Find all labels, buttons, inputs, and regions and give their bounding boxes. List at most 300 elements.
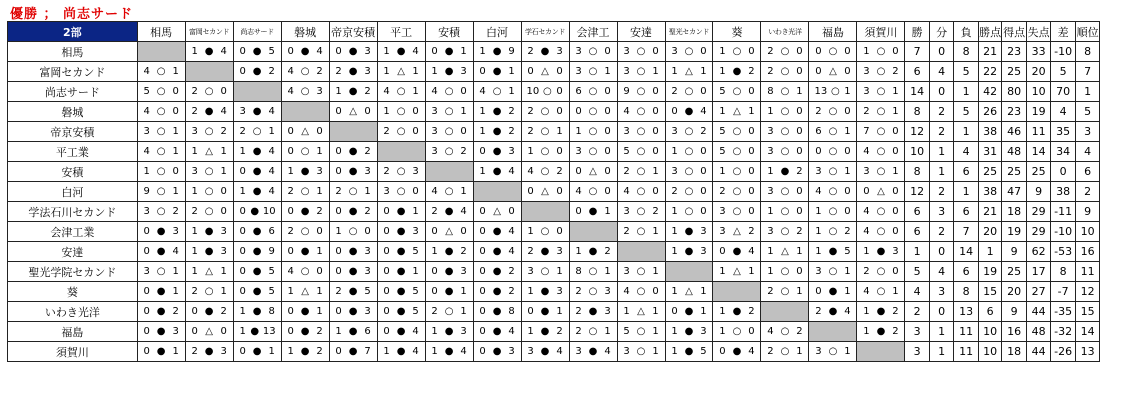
result-symbol: ● [252, 346, 262, 357]
result-symbol: ● [540, 346, 550, 357]
goals-for: 0 [335, 246, 342, 257]
goals-for: 0 [287, 326, 294, 337]
match-result-cell [281, 62, 329, 82]
stat-cell: 10 [1026, 82, 1051, 102]
stat-cell: 26 [978, 102, 1001, 122]
goals-against: 0 [364, 106, 371, 117]
stat-cell: 35 [1051, 122, 1076, 142]
goals-for: 0 [239, 206, 246, 217]
goals-for: 3 [143, 206, 150, 217]
stat-cell: 62 [1026, 242, 1051, 262]
stat-cell: 8 [954, 282, 979, 302]
match-result-cell [233, 262, 281, 282]
result-symbol: △ [445, 226, 453, 237]
goals-against: 3 [604, 306, 611, 317]
stat-cell: 0 [929, 82, 954, 102]
stat-cell: 1 [954, 182, 979, 202]
stat-cell: 3 [905, 342, 930, 362]
result-symbol: ○ [588, 326, 598, 337]
result-symbol: ● [492, 286, 502, 297]
goals-for: 5 [719, 146, 726, 157]
goals-against: 3 [556, 286, 563, 297]
result-symbol: △ [685, 66, 693, 77]
goals-against: 1 [220, 266, 227, 277]
goals-for: 4 [863, 206, 870, 217]
match-result-cell [137, 82, 185, 102]
result-symbol: ● [588, 246, 598, 257]
match-result-cell [569, 262, 617, 282]
goals-against: 4 [412, 326, 419, 337]
goals-against: 3 [556, 246, 563, 257]
result-symbol: ● [684, 306, 694, 317]
result-symbol: ○ [492, 86, 502, 97]
stat-cell: 19 [1026, 102, 1051, 122]
goals-against: 0 [892, 226, 899, 237]
result-symbol: ● [252, 166, 262, 177]
match-result-cell [761, 42, 809, 62]
match-result-cell [617, 142, 665, 162]
stat-cell: 1 [978, 242, 1001, 262]
goals-against: 0 [556, 66, 563, 77]
col-header-stat: 失点 [1026, 22, 1051, 42]
self-match-cell [809, 322, 857, 342]
goals-against: 0 [220, 206, 227, 217]
goals-against: 3 [316, 166, 323, 177]
result-symbol: ● [540, 326, 550, 337]
match-result-cell [233, 182, 281, 202]
match-result-cell [185, 142, 233, 162]
table-row [8, 222, 1123, 242]
stat-cell: 6 [905, 222, 930, 242]
stat-cell: 3 [1075, 122, 1100, 142]
stat-cell: 3 [929, 202, 954, 222]
result-symbol: ● [732, 346, 742, 357]
result-symbol: ○ [156, 266, 166, 277]
match-result-cell [185, 162, 233, 182]
goals-for: 0 [479, 206, 486, 217]
stat-cell: 38 [1051, 182, 1076, 202]
result-symbol: ● [876, 246, 886, 257]
result-symbol: ○ [204, 186, 214, 197]
result-symbol: ○ [636, 106, 646, 117]
goals-for: 1 [719, 266, 726, 277]
goals-for: 0 [287, 306, 294, 317]
stat-cell: 0 [1051, 162, 1076, 182]
result-symbol: ○ [684, 166, 694, 177]
match-result-cell [809, 202, 857, 222]
stat-cell: 11 [1026, 122, 1051, 142]
goals-against: 3 [508, 346, 515, 357]
match-result-cell [713, 262, 761, 282]
match-result-cell [617, 102, 665, 122]
goals-against: 4 [268, 146, 275, 157]
result-symbol: ○ [543, 86, 552, 97]
result-symbol: ● [492, 266, 502, 277]
col-header-team: 聖光セカンド [665, 22, 713, 42]
goals-against: 0 [556, 146, 563, 157]
goals-for: 4 [527, 166, 534, 177]
match-result-cell [329, 242, 377, 262]
stat-cell: 29 [1026, 222, 1051, 242]
goals-against: 1 [412, 206, 419, 217]
goals-against: 3 [364, 46, 371, 57]
goals-for: 4 [383, 86, 390, 97]
result-symbol: ● [252, 146, 262, 157]
goals-for: 0 [815, 66, 822, 77]
table-row [8, 182, 1123, 202]
goals-against: 4 [268, 166, 275, 177]
result-symbol: ● [396, 286, 406, 297]
team-name: 平工業 [8, 142, 138, 162]
result-symbol: ● [156, 306, 166, 317]
result-symbol: ○ [444, 186, 454, 197]
match-result-cell [809, 222, 857, 242]
match-result-cell [425, 282, 473, 302]
result-symbol: ● [252, 246, 262, 257]
goals-for: 3 [671, 46, 678, 57]
result-symbol: ● [300, 166, 310, 177]
match-result-cell [569, 162, 617, 182]
stat-cell: 11 [954, 342, 979, 362]
result-symbol: ● [492, 246, 502, 257]
match-result-cell [377, 242, 425, 262]
match-result-cell [713, 82, 761, 102]
match-result-cell [281, 222, 329, 242]
result-symbol: ● [732, 306, 742, 317]
result-symbol: ○ [156, 86, 166, 97]
stat-cell: 1 [929, 162, 954, 182]
result-symbol: ○ [876, 126, 886, 137]
match-result-cell [521, 142, 569, 162]
goals-for: 2 [335, 66, 342, 77]
result-symbol: ○ [780, 206, 790, 217]
goals-against: 2 [316, 66, 323, 77]
result-symbol: ● [156, 286, 166, 297]
goals-against: 1 [796, 286, 803, 297]
goals-for: 3 [383, 186, 390, 197]
goals-for: 1 [335, 326, 342, 337]
goals-against: 1 [844, 86, 851, 97]
goals-for: 1 [671, 246, 678, 257]
match-result-cell [521, 342, 569, 362]
goals-for: 9 [623, 86, 630, 97]
col-header-team: 磐城 [281, 22, 329, 42]
result-symbol: ○ [204, 86, 214, 97]
team-name: 安積 [8, 162, 138, 182]
goals-against: 6 [268, 226, 275, 237]
result-symbol: ○ [780, 326, 790, 337]
goals-for: 0 [287, 126, 294, 137]
result-symbol: ○ [156, 126, 166, 137]
match-result-cell [329, 322, 377, 342]
col-header-stat: 得点 [1002, 22, 1027, 42]
goals-for: 0 [575, 206, 582, 217]
result-symbol: △ [493, 206, 501, 217]
match-result-cell [137, 242, 185, 262]
result-symbol: ○ [300, 186, 310, 197]
stat-cell: 1 [905, 242, 930, 262]
result-symbol: ○ [876, 166, 886, 177]
goals-against: 1 [556, 306, 563, 317]
goals-against: 5 [364, 286, 371, 297]
result-symbol: ● [204, 306, 214, 317]
goals-for: 0 [143, 286, 150, 297]
stat-cell: 5 [954, 102, 979, 122]
goals-for: 0 [431, 286, 438, 297]
result-symbol: ● [156, 326, 166, 337]
match-result-cell [569, 302, 617, 322]
goals-for: 3 [575, 66, 582, 77]
match-result-cell [521, 122, 569, 142]
match-result-cell [185, 122, 233, 142]
goals-for: 1 [527, 146, 534, 157]
goals-for: 1 [335, 86, 342, 97]
goals-for: 4 [767, 326, 774, 337]
result-symbol: ● [540, 46, 550, 57]
goals-against: 1 [748, 266, 755, 277]
result-symbol: ● [444, 46, 454, 57]
team-name: 会津工業 [8, 222, 138, 242]
goals-for: 2 [239, 126, 246, 137]
goals-for: 4 [863, 146, 870, 157]
stat-cell: 20 [1002, 282, 1027, 302]
match-result-cell [281, 142, 329, 162]
goals-against: 3 [364, 66, 371, 77]
stat-cell: 70 [1051, 82, 1076, 102]
match-result-cell [665, 322, 713, 342]
stat-cell: 14 [1075, 322, 1100, 342]
result-symbol: ○ [348, 226, 358, 237]
result-symbol: ○ [732, 46, 742, 57]
champion-title: 優勝 ； 尚志サード [10, 7, 134, 22]
team-name: 須賀川 [8, 342, 138, 362]
result-symbol: ● [348, 286, 358, 297]
result-symbol: ○ [396, 106, 406, 117]
match-result-cell [185, 82, 233, 102]
stat-cell: 21 [978, 42, 1001, 62]
match-result-cell [185, 42, 233, 62]
goals-for: 3 [767, 226, 774, 237]
match-result-cell [617, 262, 665, 282]
goals-for: 1 [527, 226, 534, 237]
goals-against: 2 [220, 126, 227, 137]
goals-for: 2 [623, 226, 630, 237]
match-result-cell [281, 342, 329, 362]
match-result-cell [665, 102, 713, 122]
team-name: 相馬 [8, 42, 138, 62]
goals-for: 3 [815, 166, 822, 177]
goals-against: 2 [508, 126, 515, 137]
match-result-cell [713, 222, 761, 242]
result-symbol: ○ [732, 166, 742, 177]
match-result-cell [137, 202, 185, 222]
result-symbol: ○ [252, 126, 262, 137]
goals-against: 0 [796, 146, 803, 157]
match-result-cell [425, 302, 473, 322]
goals-for: 8 [767, 86, 774, 97]
col-header-team: 富岡セカンド [185, 22, 233, 42]
result-symbol: ● [444, 326, 454, 337]
match-result-cell [617, 82, 665, 102]
team-name: 磐城 [8, 102, 138, 122]
stat-cell: 22 [978, 62, 1001, 82]
result-symbol: ○ [636, 266, 646, 277]
goals-for: 0 [239, 286, 246, 297]
goals-for: 2 [335, 186, 342, 197]
goals-for: 1 [431, 66, 438, 77]
table-row [8, 162, 1123, 182]
stat-cell: 25 [1002, 162, 1027, 182]
match-result-cell [713, 202, 761, 222]
match-result-cell [185, 282, 233, 302]
stat-cell: 8 [1075, 42, 1100, 62]
stat-cell: 23 [1002, 42, 1027, 62]
stat-cell: 8 [1051, 262, 1076, 282]
stat-cell: 1 [929, 142, 954, 162]
match-result-cell [329, 282, 377, 302]
match-result-cell [473, 82, 521, 102]
goals-for: 3 [191, 126, 198, 137]
match-result-cell [521, 62, 569, 82]
col-header-team: 会津工 [569, 22, 617, 42]
stat-cell: 12 [1075, 282, 1100, 302]
goals-for: 4 [479, 86, 486, 97]
goals-for: 1 [191, 266, 198, 277]
match-result-cell [809, 262, 857, 282]
result-symbol: ● [252, 306, 262, 317]
match-result-cell [425, 62, 473, 82]
goals-for: 0 [479, 286, 486, 297]
goals-against: 2 [556, 166, 563, 177]
goals-against: 4 [172, 246, 179, 257]
division-label: 2部 [8, 22, 138, 42]
match-result-cell [425, 342, 473, 362]
goals-against: 0 [844, 206, 851, 217]
match-result-cell [473, 122, 521, 142]
match-result-cell [521, 302, 569, 322]
match-result-cell [473, 202, 521, 222]
result-symbol: ● [444, 246, 454, 257]
goals-against: 4 [460, 206, 467, 217]
result-symbol: ● [732, 66, 742, 77]
result-symbol: ○ [876, 226, 886, 237]
goals-for: 4 [863, 286, 870, 297]
table-row [8, 102, 1123, 122]
match-result-cell [281, 182, 329, 202]
stat-cell: 6 [905, 202, 930, 222]
match-result-cell [329, 262, 377, 282]
result-symbol: ○ [780, 66, 790, 77]
goals-for: 1 [383, 106, 390, 117]
result-symbol: ● [444, 346, 454, 357]
goals-against: 1 [700, 306, 707, 317]
goals-against: 4 [748, 246, 755, 257]
stat-cell: 18 [1002, 202, 1027, 222]
match-result-cell [473, 262, 521, 282]
result-symbol: ○ [588, 266, 598, 277]
goals-against: 8 [508, 306, 515, 317]
stat-cell: 20 [1026, 62, 1051, 82]
goals-for: 3 [767, 126, 774, 137]
result-symbol: ● [396, 326, 406, 337]
goals-against: 0 [892, 146, 899, 157]
goals-against: 3 [364, 306, 371, 317]
goals-for: 0 [335, 346, 342, 357]
goals-for: 3 [671, 166, 678, 177]
goals-against: 0 [748, 46, 755, 57]
league-table [7, 21, 1123, 362]
result-symbol: ○ [636, 166, 646, 177]
team-name: 葵 [8, 282, 138, 302]
goals-against: 2 [604, 246, 611, 257]
match-result-cell [713, 102, 761, 122]
result-symbol: ○ [732, 326, 742, 337]
goals-against: 0 [796, 106, 803, 117]
stat-cell: 9 [1002, 302, 1027, 322]
stat-cell: -32 [1051, 322, 1076, 342]
stat-cell: 2 [929, 122, 954, 142]
stat-cell: 2 [929, 102, 954, 122]
result-symbol: ● [250, 206, 260, 217]
stat-cell: 29 [1026, 202, 1051, 222]
match-result-cell [761, 162, 809, 182]
stat-cell: 5 [905, 262, 930, 282]
match-result-cell [185, 102, 233, 122]
result-symbol: ○ [828, 266, 838, 277]
goals-for: 1 [815, 226, 822, 237]
stat-cell: 4 [1075, 142, 1100, 162]
goals-against: 0 [652, 126, 659, 137]
col-header-team: 学石セカンド [521, 22, 569, 42]
match-result-cell [137, 282, 185, 302]
result-symbol: ● [348, 326, 358, 337]
goals-against: 5 [268, 266, 275, 277]
goals-against: 3 [364, 166, 371, 177]
match-result-cell [713, 62, 761, 82]
goals-against: 0 [892, 206, 899, 217]
stat-cell: 14 [905, 82, 930, 102]
result-symbol: ○ [588, 286, 598, 297]
result-symbol: ○ [588, 66, 598, 77]
goals-for: 4 [287, 266, 294, 277]
result-symbol: ○ [732, 186, 742, 197]
stat-cell: 10 [978, 322, 1001, 342]
match-result-cell [809, 122, 857, 142]
goals-for: 1 [767, 266, 774, 277]
stat-cell: 19 [978, 262, 1001, 282]
result-symbol: ○ [444, 86, 454, 97]
team-name: いわき光洋 [8, 302, 138, 322]
goals-against: 0 [412, 106, 419, 117]
table-row [8, 282, 1123, 302]
goals-against: 4 [700, 106, 707, 117]
stat-cell: 38 [978, 182, 1001, 202]
result-symbol: ○ [588, 106, 598, 117]
goals-for: 2 [191, 286, 198, 297]
result-symbol: ○ [444, 306, 454, 317]
goals-against: 0 [796, 126, 803, 137]
goals-against: 1 [460, 186, 467, 197]
goals-against: 7 [364, 346, 371, 357]
goals-for: 0 [239, 346, 246, 357]
result-symbol: ● [204, 346, 214, 357]
result-symbol: ● [348, 166, 358, 177]
goals-for: 1 [863, 326, 870, 337]
goals-for: 3 [623, 206, 630, 217]
goals-against: 0 [892, 46, 899, 57]
goals-against: 1 [604, 326, 611, 337]
result-symbol: ● [348, 246, 358, 257]
